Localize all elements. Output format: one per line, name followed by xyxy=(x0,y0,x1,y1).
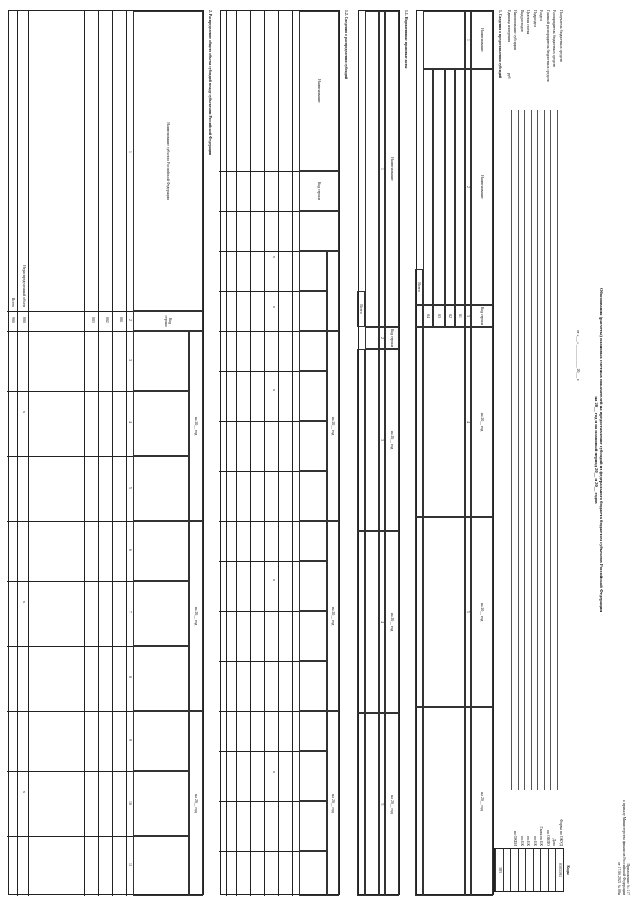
t2-sub xyxy=(133,521,189,581)
t1-num: 5 xyxy=(465,517,471,707)
t12-sub xyxy=(299,801,327,851)
table-1-2 xyxy=(220,10,340,895)
unit-value: руб xyxy=(507,72,511,79)
t11-total xyxy=(357,349,365,531)
t11-row xyxy=(365,11,379,327)
t11-head-y1: на 20__ год xyxy=(385,531,399,713)
t2-num: 6 xyxy=(128,549,132,551)
t2-total-code: 900 xyxy=(11,317,15,323)
appendix-order-ref-2: от 17.06.2021 № 88н xyxy=(617,862,622,895)
t2-num: 3 xyxy=(128,359,132,361)
t12-head-group xyxy=(327,251,339,331)
t2-sub xyxy=(133,771,189,836)
t11-num: 3 xyxy=(379,349,385,531)
t11-row xyxy=(365,349,379,531)
field-distributor: Распорядитель бюджетных средств xyxy=(552,10,557,68)
t12-sub xyxy=(299,331,327,371)
bk-code-4 xyxy=(503,849,511,891)
t1-head-code: Код строки xyxy=(471,305,493,327)
t2-head-y2: на 20__ год xyxy=(189,711,203,896)
t2-head-y1: на 20__ год xyxy=(189,521,203,711)
t12-head-y1: на 20__ год xyxy=(327,521,339,711)
t11-num: 4 xyxy=(379,531,385,713)
t1-total-val xyxy=(415,517,423,707)
t1-total-val xyxy=(415,707,423,896)
field-target-article: Целевая статья xyxy=(526,10,531,35)
t1-head-name: Наименование xyxy=(471,11,493,69)
t1-val xyxy=(423,327,465,517)
t2-num: 11 xyxy=(128,863,132,867)
section-2-title: 2. Распределение общего объема субсидий между субъектами Российской Федерации xyxy=(208,10,212,156)
t11-head-code: Код строки xyxy=(385,327,399,349)
t2-sub xyxy=(133,836,189,896)
t11-row xyxy=(365,327,379,349)
t2-num: 4 xyxy=(128,421,132,423)
t1-row-text xyxy=(423,69,433,305)
t1-num: 4 xyxy=(465,327,471,517)
t12-head-y0: на 20__ год xyxy=(327,331,339,521)
t12-sub xyxy=(299,661,327,711)
t1-row-code: 02 xyxy=(445,305,455,327)
t12-head-col xyxy=(299,211,339,251)
section-1-title: 1. Сведения о предоставлении субсидий xyxy=(498,10,502,79)
x-mark: x xyxy=(272,389,276,391)
t2-sub xyxy=(133,331,189,391)
t12-head-name: Наименование xyxy=(299,11,339,171)
t11-num: 5 xyxy=(379,713,385,896)
t11-total xyxy=(357,531,365,713)
table-2 xyxy=(8,10,204,895)
t12-head-sub xyxy=(299,251,327,291)
field-expense-type: Вид расходов xyxy=(520,10,524,32)
x-mark: x xyxy=(272,306,276,308)
codes-box xyxy=(494,848,564,892)
t2-row-code: 003 xyxy=(91,317,95,323)
section-1-1-title: 1.1. Нормативные правовые акты xyxy=(404,10,408,69)
t11-head-y2: на 20__ год xyxy=(385,713,399,896)
t1-row-code: 01 xyxy=(455,305,465,327)
t1-total-code xyxy=(415,305,423,327)
t1-head-y1: на 20__ год xyxy=(471,517,493,707)
header-fields xyxy=(506,10,565,82)
x-mark: x xyxy=(22,411,26,413)
t1-head-name-2: Наименование xyxy=(471,69,493,305)
t2-sub xyxy=(133,391,189,456)
bk-code-3 xyxy=(511,849,519,891)
t2-num: 7 xyxy=(128,611,132,613)
okei-code: 383 xyxy=(496,849,504,891)
t12-sub xyxy=(299,611,327,661)
okpo-code xyxy=(541,849,549,891)
field-recipient: Получатель бюджетных средств xyxy=(559,10,563,62)
t2-num: 9 xyxy=(128,739,132,741)
t1-row-text xyxy=(433,69,445,305)
t11-total xyxy=(357,713,365,896)
codes-labels xyxy=(512,800,564,846)
t2-sub xyxy=(133,581,189,646)
x-mark: x xyxy=(272,579,276,581)
t11-row xyxy=(365,713,379,896)
table-1-1 xyxy=(358,10,400,895)
t1-num xyxy=(465,707,471,896)
t1-row-code: 03 xyxy=(433,305,445,327)
t1-val xyxy=(423,517,465,707)
t2-head-name: Наименование субъекта Российской Федерации xyxy=(133,11,203,311)
x-mark: x xyxy=(272,256,276,258)
t12-sub xyxy=(299,751,327,801)
field-subsidy-name: Наименование субсидии xyxy=(513,10,518,50)
t12-sub xyxy=(299,371,327,421)
table-1 xyxy=(416,10,494,895)
t11-head-name: Наименование xyxy=(385,11,399,327)
field-section: Раздел xyxy=(539,10,544,21)
t1-num: 1 xyxy=(465,11,471,69)
t2-num: 2 xyxy=(128,319,132,321)
okud-label: Форма по ОКУД xyxy=(559,819,563,846)
t11-row xyxy=(365,531,379,713)
t11-num: 1 xyxy=(379,11,385,327)
t2-num: 1 xyxy=(128,151,132,153)
t2-sub xyxy=(133,711,189,771)
t2-row-code: 002 xyxy=(105,317,109,323)
t12-sub xyxy=(299,421,327,471)
field-main-distributor: Главный распорядитель бюджетных средств xyxy=(546,10,550,82)
field-unit: Единица измерения руб xyxy=(507,10,511,79)
t2-sub xyxy=(133,456,189,521)
appendix-order-ref-1: к приказу Министерства финансов Российской Федерации xyxy=(621,800,626,895)
codes-header: Коды xyxy=(566,865,570,875)
t2-head-y0: на 20__ год xyxy=(189,331,203,521)
t12-head-y2: на 20__ год xyxy=(327,711,339,896)
t12-sub xyxy=(299,851,327,896)
t1-total-val xyxy=(415,327,423,517)
t12-head-sub xyxy=(299,291,327,331)
bk-label-2: по БК xyxy=(526,836,531,846)
t12-sub xyxy=(299,471,327,521)
t2-num: 5 xyxy=(128,487,132,489)
t12-sub xyxy=(299,521,327,561)
x-mark: x xyxy=(22,601,26,603)
t1-row-text xyxy=(455,69,465,305)
t11-total-label: Всего xyxy=(357,291,365,327)
glava-code xyxy=(533,849,541,891)
t1-head-y0: на 20__ год xyxy=(471,327,493,517)
bk-code-2 xyxy=(518,849,526,891)
t12-sub xyxy=(299,711,327,751)
date-code xyxy=(548,849,556,891)
t11-head-y0: на 20__ год xyxy=(385,349,399,531)
x-mark: x xyxy=(272,771,276,773)
bk-label-3: по БК xyxy=(520,836,524,846)
okei-label: по ОКЕИ xyxy=(513,830,518,846)
t2-total-label: Всего xyxy=(11,297,15,307)
section-1-2-title: 1.2. Сведения о распределении субсидий xyxy=(344,10,348,80)
t2-undistributed-label: Нераспределенный объем xyxy=(22,265,26,307)
okpo-label: по ОКПО xyxy=(546,830,550,846)
t1-row-name xyxy=(423,11,465,69)
bk-label-1: по БК xyxy=(533,836,537,846)
appendix-number: Приложение № 117 xyxy=(626,863,630,895)
t1-num: 2 xyxy=(465,69,471,305)
t1-num: 3 xyxy=(465,305,471,327)
bk-code-1 xyxy=(526,849,534,891)
t2-head-code: Код строки xyxy=(133,311,203,331)
t12-sub xyxy=(299,561,327,611)
t12-head-code: Код строки xyxy=(299,171,339,211)
field-subsection: Подраздел xyxy=(533,10,537,27)
okud-code: 0505591 xyxy=(556,849,564,891)
t11-num: 2 xyxy=(379,327,385,349)
t2-num: 10 xyxy=(128,801,132,805)
t2-undistributed-code: 800 xyxy=(22,317,26,323)
t2-sub xyxy=(133,646,189,711)
t1-head-y2: на 20__ год xyxy=(471,707,493,896)
t1-total-label: Всего xyxy=(415,269,423,305)
glava-label: Глава по БК xyxy=(539,826,544,846)
appendix-block xyxy=(617,795,630,895)
title-line-1: Обоснования (расчеты) плановых сметных показателей на предоставление субсидий из федерального бюджета бюджетам субъектов Российской Федерации xyxy=(599,287,604,613)
t2-row-code: 001 xyxy=(119,317,123,323)
t1-row-text xyxy=(445,69,455,305)
x-mark: x xyxy=(22,791,26,793)
date-line: от «___» ____________ 20___ г. xyxy=(576,330,580,382)
title-line-2: на 20__ год и на плановый период 20__ и 20__ годов xyxy=(594,396,599,504)
t1-row-code: 04 xyxy=(423,305,433,327)
date-label: Дата xyxy=(552,838,557,846)
document-title xyxy=(594,140,604,760)
t2-num: 8 xyxy=(128,676,132,678)
t1-val xyxy=(423,707,465,896)
